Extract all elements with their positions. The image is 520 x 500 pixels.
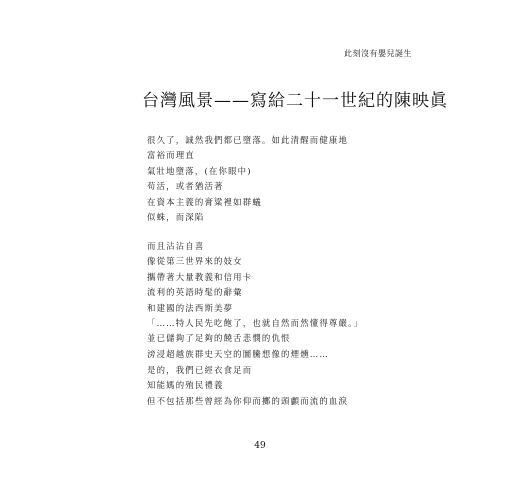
poem-line: 知能媽的殖民禮義 bbox=[147, 380, 224, 391]
poem-line: 很久了，誠然我們都已墮落。如此清醒而健康地 bbox=[147, 135, 349, 145]
poem-line: 和建國的法西斯美夢 bbox=[147, 302, 234, 313]
poem-line: 是的，我們已經衣食足而 bbox=[147, 365, 253, 375]
poem-line: 流利的英語時髦的辭彙 bbox=[147, 287, 243, 298]
poem-line: 滂浸超越族群史天空的圖騰想像的煙燻…… bbox=[147, 348, 329, 359]
poem-line: 在資本主義的膏粱裡如群蟻 bbox=[147, 196, 262, 207]
page-number: 49 bbox=[254, 441, 266, 451]
stanza-3 bbox=[147, 363, 427, 409]
stanza-1 bbox=[147, 133, 427, 225]
poem-title: 台灣風景——寫給二十一世紀的陳映眞 bbox=[142, 91, 448, 111]
poem-line: 富裕而理直 bbox=[147, 150, 195, 161]
stanza-2 bbox=[147, 239, 427, 362]
poem-line: 氣壯地墮落，(在你眼中) bbox=[147, 165, 252, 176]
poem-line: 攜帶著大量教義和信用卡 bbox=[147, 271, 253, 282]
poem-line: 但不包括那些曾經為你仰而擲的頭顱而流的血淚 bbox=[147, 395, 349, 406]
poem-line: 「……特人民先吃飽了，也就自然而然懂得尊嚴。」 bbox=[147, 317, 364, 328]
poem-line: 而且沾沾自喜 bbox=[147, 241, 205, 251]
poem-line: 似蛛，而深陷 bbox=[147, 211, 205, 222]
running-header: 此刻沒有嬰兒誕生 bbox=[344, 49, 412, 58]
poem-line: 並已儲夠了足夠的饒舌悲憫的仇恨 bbox=[147, 333, 291, 344]
poem-line: 苟活，或者猶活著 bbox=[147, 181, 224, 192]
poem-line: 像從第三世界來的妓女 bbox=[147, 256, 243, 267]
